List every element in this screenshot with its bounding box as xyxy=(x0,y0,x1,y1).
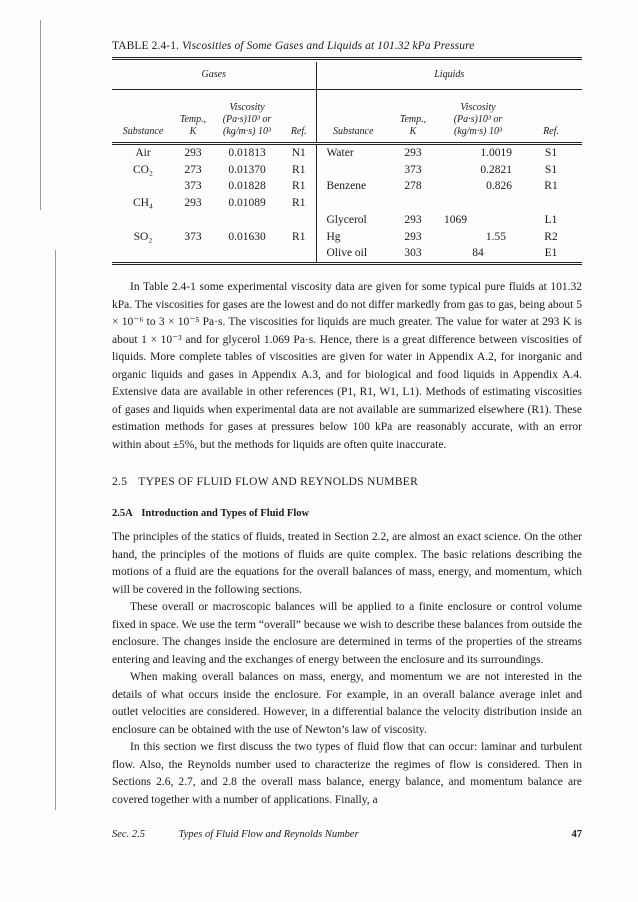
footer-section: Sec. 2.5 xyxy=(112,829,145,840)
table-title: Viscosities of Some Gases and Liquids at 101.32 kPa Pressure xyxy=(182,40,475,52)
gas-ref: N1 xyxy=(282,144,316,162)
footer-title: Types of Fluid Flow and Reynolds Number xyxy=(178,829,359,840)
section-number: 2.5 xyxy=(112,476,128,489)
subsection-heading xyxy=(112,508,582,519)
gas-substance: CO₂ xyxy=(133,163,153,176)
liquid-temp: 303 xyxy=(390,245,436,263)
gas-viscosity: 0.01089 xyxy=(228,197,266,210)
liquid-temp: 293 xyxy=(404,213,422,226)
group-liquids: Liquids xyxy=(316,62,582,90)
liquid-temp: 293 xyxy=(404,147,422,159)
gas-substance: CH₄ xyxy=(133,197,153,210)
liquid-viscosity: 1.55 xyxy=(485,230,506,243)
liquid-temp xyxy=(390,195,436,212)
gas-substance: Air xyxy=(135,147,151,159)
viscosity-table xyxy=(112,57,582,265)
gas-temp: 373 xyxy=(184,180,202,193)
gas-substance xyxy=(112,212,174,229)
gas-viscosity xyxy=(212,245,282,263)
gas-ref: R1 xyxy=(282,229,316,246)
gas-viscosity: 0.01813 xyxy=(228,147,266,159)
table-row xyxy=(112,162,582,179)
section-title: TYPES OF FLUID FLOW AND REYNOLDS NUMBER xyxy=(138,476,419,489)
gas-temp: 273 xyxy=(184,163,202,176)
body-paragraph: These overall or macroscopic balances will be applied to a finite enclosure or control volume fixed in space. We use the term “overall” because we wish to describe these balances from outside the enclosure. The changes inside the enclosure are determined in terms of the properties of the streams entering and leaving and the exchanges of energy between the enclosure and its surroundings. xyxy=(112,601,582,666)
liquid-ref: R2 xyxy=(544,230,558,243)
liquid-viscosity: 0.826 xyxy=(486,180,512,193)
paragraph-table-discussion: In Table 2.4-1 some experimental viscosity data are given for some typical pure fluids at 101.32 kPa. The viscosities for gases are the lowest and do not differ markedly from gas to gas, being about 5 × 10⁻⁶ to 3 × 10⁻⁵ Pa·s. The viscosities for liquids are much greater. The value for water at 293 K is about 1 × 10⁻³ and for glycerol 1.069 Pa·s. Hence, there is a great difference between viscosities of liquids. More complete tables of viscosities are given for water in Appendix A.2, for inorganic and organic liquids and gases in Appendix A.3, and for biological and food liquids in Appendix A.4. Extensive data are available in other references (P1, R1, W1, L1). Methods of estimating viscosities of gases and liquids when experimental data are not available are summarized elsewhere (R1). These estimation methods for gases at pressures below 100 kPa are reasonably accurate, with an error within about ±5%, but the methods for liquids are often quite inaccurate. xyxy=(112,281,583,451)
gas-temp: 293 xyxy=(184,147,202,159)
liquid-temp: 278 xyxy=(404,180,422,193)
subsection-title: Introduction and Types of Fluid Flow xyxy=(141,508,310,520)
liquid-substance: Hg xyxy=(326,230,341,243)
page-content xyxy=(112,40,582,809)
col-ref: Ref. xyxy=(282,90,316,144)
col-temp: Temp., K xyxy=(390,90,436,144)
gas-temp: 373 xyxy=(184,230,202,243)
liquid-ref: E1 xyxy=(520,245,582,263)
liquid-viscosity: 84 xyxy=(436,245,520,263)
gas-temp: 293 xyxy=(184,197,202,210)
col-viscosity: Viscosity (Pa·s)10³ or (kg/m·s) 10³ xyxy=(212,90,282,144)
gas-substance xyxy=(112,245,174,263)
col-ref: Ref. xyxy=(520,90,582,144)
liquid-viscosity: 0.2821 xyxy=(480,163,512,176)
table-caption xyxy=(112,40,582,52)
body-paragraph: When making overall balances on mass, energy, and momentum we are not interested in the details of what occurs inside the enclosure. For example, in an overall balance average inlet and outlet velocities are considered. However, in a differential balance the velocity distribution inside an enclosure can be obtained with the use of Newton’s law of viscosity. xyxy=(112,671,582,736)
liquid-viscosity xyxy=(436,195,520,212)
table-row xyxy=(112,195,582,212)
gas-ref: R1 xyxy=(282,195,316,212)
liquid-substance xyxy=(316,195,390,212)
liquid-ref xyxy=(520,195,582,212)
liquid-substance: Benzene xyxy=(326,180,367,193)
body-paragraph: In this section we first discuss the two types of fluid flow that can occur: laminar and turbulent flow. Also, the Reynolds number used to characterize the regimes of flow is considered. Then in Sections 2.6, 2.7, and 2.8 the overall mass balance, energy balance, and momentum balance are covered together with a number of applications. Finally, a xyxy=(112,741,582,806)
col-viscosity: Viscosity (Pa·s)10³ or (kg/m·s) 10³ xyxy=(436,90,520,144)
scan-edge-mark xyxy=(40,20,41,210)
liquid-substance: Olive oil xyxy=(316,245,390,263)
liquid-viscosity: 1.0019 xyxy=(480,147,512,159)
liquid-substance: Glycerol xyxy=(326,213,367,226)
gas-temp xyxy=(174,245,212,263)
page-number: 47 xyxy=(571,829,582,840)
liquid-ref: L1 xyxy=(544,213,558,226)
scan-edge-mark xyxy=(55,250,56,810)
col-temp: Temp., K xyxy=(174,90,212,144)
gas-viscosity: 0.01828 xyxy=(228,180,266,193)
table-row xyxy=(112,245,582,263)
liquid-substance: Water xyxy=(326,147,354,159)
gas-ref xyxy=(282,212,316,229)
gas-viscosity xyxy=(212,212,282,229)
liquid-ref: S1 xyxy=(544,147,558,159)
table-row xyxy=(112,178,582,195)
gas-temp xyxy=(174,212,212,229)
table-row xyxy=(112,229,582,246)
liquid-ref: S1 xyxy=(544,163,558,176)
table-row xyxy=(112,144,582,162)
col-substance: Substance xyxy=(316,90,390,144)
body-paragraph: The principles of the statics of fluids, treated in Section 2.2, are almost an exact science. On the other hand, the principles of the motions of fluids are quite complex. The basic relations describing the motions of a fluid are the equations for the overall balances of mass, energy, and momentum, which will be covered in the following sections. xyxy=(112,531,582,596)
table-row xyxy=(112,212,582,229)
gas-substance: SO₂ xyxy=(133,230,153,243)
group-gases: Gases xyxy=(112,62,316,90)
liquid-temp: 373 xyxy=(404,163,422,176)
page-footer xyxy=(112,829,582,840)
liquid-ref: R1 xyxy=(544,180,558,193)
table-column-header xyxy=(112,90,582,144)
gas-viscosity: 0.01630 xyxy=(228,230,266,243)
table-group-header xyxy=(112,62,582,90)
gas-substance xyxy=(112,178,174,195)
liquid-temp: 293 xyxy=(404,230,422,243)
liquid-viscosity: 1069 xyxy=(444,213,467,226)
gas-ref xyxy=(282,245,316,263)
section-heading xyxy=(112,476,582,488)
gas-viscosity: 0.01370 xyxy=(228,163,266,176)
gas-ref: R1 xyxy=(282,162,316,179)
subsection-number: 2.5A xyxy=(112,508,133,520)
table-label: TABLE 2.4-1. xyxy=(112,40,180,52)
liquid-substance xyxy=(316,162,390,179)
gas-ref: R1 xyxy=(282,178,316,195)
col-substance: Substance xyxy=(112,90,174,144)
